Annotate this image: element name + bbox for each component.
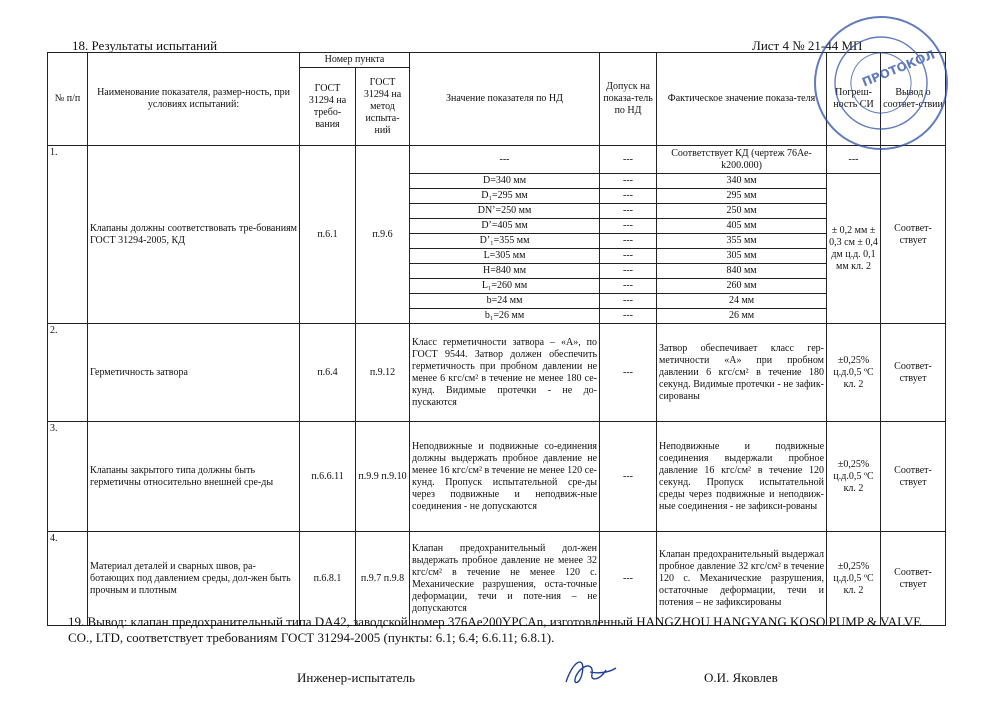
dim-actual: 340 мм bbox=[657, 174, 827, 189]
dim-value: D₁=295 мм bbox=[410, 189, 600, 204]
actual-cell: Соответствует КД (чертеж 76Ае-k200.000) bbox=[657, 146, 827, 174]
dim-actual: 840 мм bbox=[657, 264, 827, 279]
signer-name: О.И. Яковлев bbox=[704, 670, 778, 685]
verdict-cell: Соответ-ствует bbox=[881, 146, 946, 324]
dim-value: L₁=260 мм bbox=[410, 279, 600, 294]
dim-actual: 355 мм bbox=[657, 234, 827, 249]
header-error: Погреш-ность СИ bbox=[827, 53, 881, 146]
actual-cell: Неподвижные и подвижные соединения выдержали пробное давление 16 кгс/см² в течение 120 секунд. Пропуск испытательной среды через подвижные и неподвиж-ные соединения - не зафикси-рованы bbox=[657, 422, 827, 532]
dim-value: L=305 мм bbox=[410, 249, 600, 264]
dim-value: D=340 мм bbox=[410, 174, 600, 189]
header-gost-method: ГОСТ 31294 на метод испыта-ний bbox=[356, 68, 410, 146]
dim-value: H=840 мм bbox=[410, 264, 600, 279]
dim-tol: --- bbox=[600, 294, 657, 309]
row-num: 4. bbox=[48, 532, 88, 626]
section-title: 18. Результаты испытаний bbox=[72, 38, 218, 53]
dim-actual: 305 мм bbox=[657, 249, 827, 264]
nd-value-cell: Класс герметичности затвора – «А», по ГОСТ 9544. Затвор должен обеспечить герметичность при пробном давлении не менее 6 кгс/см² в течение не менее 180 се-кунд. Видимые протечки - не до-пускаются bbox=[410, 324, 600, 422]
dim-tol: --- bbox=[600, 204, 657, 219]
sheet-number: Лист 4 № 21-44 МП bbox=[752, 38, 863, 53]
row-method: п.9.6 bbox=[356, 146, 410, 324]
actual-cell: Клапан предохранительный выдержал пробное давление 32 кгс/см² в течение 120 с. Механические разрушения, остаточные деформации, течи и потения – не зафиксированы bbox=[657, 532, 827, 626]
tolerance-cell: --- bbox=[600, 324, 657, 422]
dim-value: DN’=250 мм bbox=[410, 204, 600, 219]
dim-value: D’=405 мм bbox=[410, 219, 600, 234]
dim-tol: --- bbox=[600, 309, 657, 324]
dim-tol: --- bbox=[600, 279, 657, 294]
dim-actual: 260 мм bbox=[657, 279, 827, 294]
dim-value: b₁=26 мм bbox=[410, 309, 600, 324]
row-name: Клапаны должны соответствовать тре-бованиям ГОСТ 31294-2005, КД bbox=[88, 146, 300, 324]
error-cell: ± 0,2 мм ± 0,3 см ± 0,4 дм ц.д. 0,1 мм кл. 2 bbox=[827, 174, 881, 324]
row-method: п.9.12 bbox=[356, 324, 410, 422]
row-name: Клапаны закрытого типа должны быть герметичны относительно внешней сре-ды bbox=[88, 422, 300, 532]
dim-tol: --- bbox=[600, 219, 657, 234]
header-name: Наименование показателя, размер-ность, при условиях испытаний: bbox=[88, 53, 300, 146]
dim-actual: 405 мм bbox=[657, 219, 827, 234]
row-method: п.9.9 п.9.10 bbox=[356, 422, 410, 532]
dim-actual: 24 мм bbox=[657, 294, 827, 309]
protocol-stamp bbox=[806, 8, 956, 158]
stamp-text: ПРОТОКОЛ bbox=[859, 47, 938, 90]
nd-value-cell: --- bbox=[410, 146, 600, 174]
row-name: Герметичность затвора bbox=[88, 324, 300, 422]
header-tolerance: Допуск на показа-тель по НД bbox=[600, 53, 657, 146]
conclusion-text: 19. Вывод: клапан предохранительный типа DA42, заводской номер 376Ae200YPCAn, изготовленный HANGZHOU HANGYANG KOSO PUMP & VALVE CO., LTD, соответствует требованиям ГОСТ 31294-2005 (пункты: 6.1; 6.4; 6.6.11; 6.8.1). bbox=[68, 614, 922, 645]
dim-tol: --- bbox=[600, 174, 657, 189]
header-point-group: Номер пункта bbox=[300, 53, 410, 68]
header-gost-req: ГОСТ 31294 на требо-вания bbox=[300, 68, 356, 146]
dim-tol: --- bbox=[600, 234, 657, 249]
table-row bbox=[48, 422, 946, 532]
dim-tol: --- bbox=[600, 264, 657, 279]
verdict-cell: Соответ-ствует bbox=[881, 324, 946, 422]
header-num: № п/п bbox=[48, 53, 88, 146]
verdict-cell: Соответ-ствует bbox=[881, 532, 946, 626]
row-method: п.9.7 п.9.8 bbox=[356, 532, 410, 626]
dim-value: b=24 мм bbox=[410, 294, 600, 309]
error-cell: --- bbox=[827, 146, 881, 174]
dim-tol: --- bbox=[600, 249, 657, 264]
tolerance-cell: --- bbox=[600, 422, 657, 532]
handwritten-signature bbox=[560, 652, 620, 692]
dim-actual: 250 мм bbox=[657, 204, 827, 219]
verdict-cell: Соответ-ствует bbox=[881, 422, 946, 532]
actual-cell: Затвор обеспечивает класс гер-метичности «А» при пробном давлении 6 кгс/см² в течение 180 секунд. Видимые протечки - не зафик-сированы bbox=[657, 324, 827, 422]
table-row bbox=[48, 324, 946, 422]
dim-actual: 295 мм bbox=[657, 189, 827, 204]
dim-tol: --- bbox=[600, 189, 657, 204]
table-row bbox=[48, 532, 946, 626]
dim-actual: 26 мм bbox=[657, 309, 827, 324]
error-cell: ±0,25% ц.д.0,5 ºС кл. 2 bbox=[827, 324, 881, 422]
row-req: п.6.6.11 bbox=[300, 422, 356, 532]
dim-value: D’₁=355 мм bbox=[410, 234, 600, 249]
row-req: п.6.8.1 bbox=[300, 532, 356, 626]
error-cell: ±0,25% ц.д.0,5 ºС кл. 2 bbox=[827, 532, 881, 626]
header-nd-value: Значение показателя по НД bbox=[410, 53, 600, 146]
header-verdict: Вывод о соответ-ствии bbox=[881, 53, 946, 146]
tolerance-cell: --- bbox=[600, 146, 657, 174]
header-actual: Фактическое значение показа-теля bbox=[657, 53, 827, 146]
error-cell: ±0,25% ц.д.0,5 ºС кл. 2 bbox=[827, 422, 881, 532]
row-num: 1. bbox=[48, 146, 88, 324]
row-name: Материал деталей и сварных швов, ра-ботающих под давлением среды, дол-жен быть прочным и плотным bbox=[88, 532, 300, 626]
row-num: 2. bbox=[48, 324, 88, 422]
nd-value-cell: Клапан предохранительный дол-жен выдержать пробное давление не менее 32 кгс/см² в течение не менее 120 с. Механические разрушения, оста-точные деформации, течи и поте-ния – не допускаются bbox=[410, 532, 600, 626]
tolerance-cell: --- bbox=[600, 532, 657, 626]
row-req: п.6.4 bbox=[300, 324, 356, 422]
row-req: п.6.1 bbox=[300, 146, 356, 324]
signer-role: Инженер-испытатель bbox=[297, 670, 416, 685]
row-num: 3. bbox=[48, 422, 88, 532]
nd-value-cell: Неподвижные и подвижные со-единения должны выдержать пробное давление не менее 16 кгс/см² в течение не менее 120 се-кунд. Пропуск испытательной сре-ды через подвижные и неподвиж-ные соединения - не допускаются bbox=[410, 422, 600, 532]
